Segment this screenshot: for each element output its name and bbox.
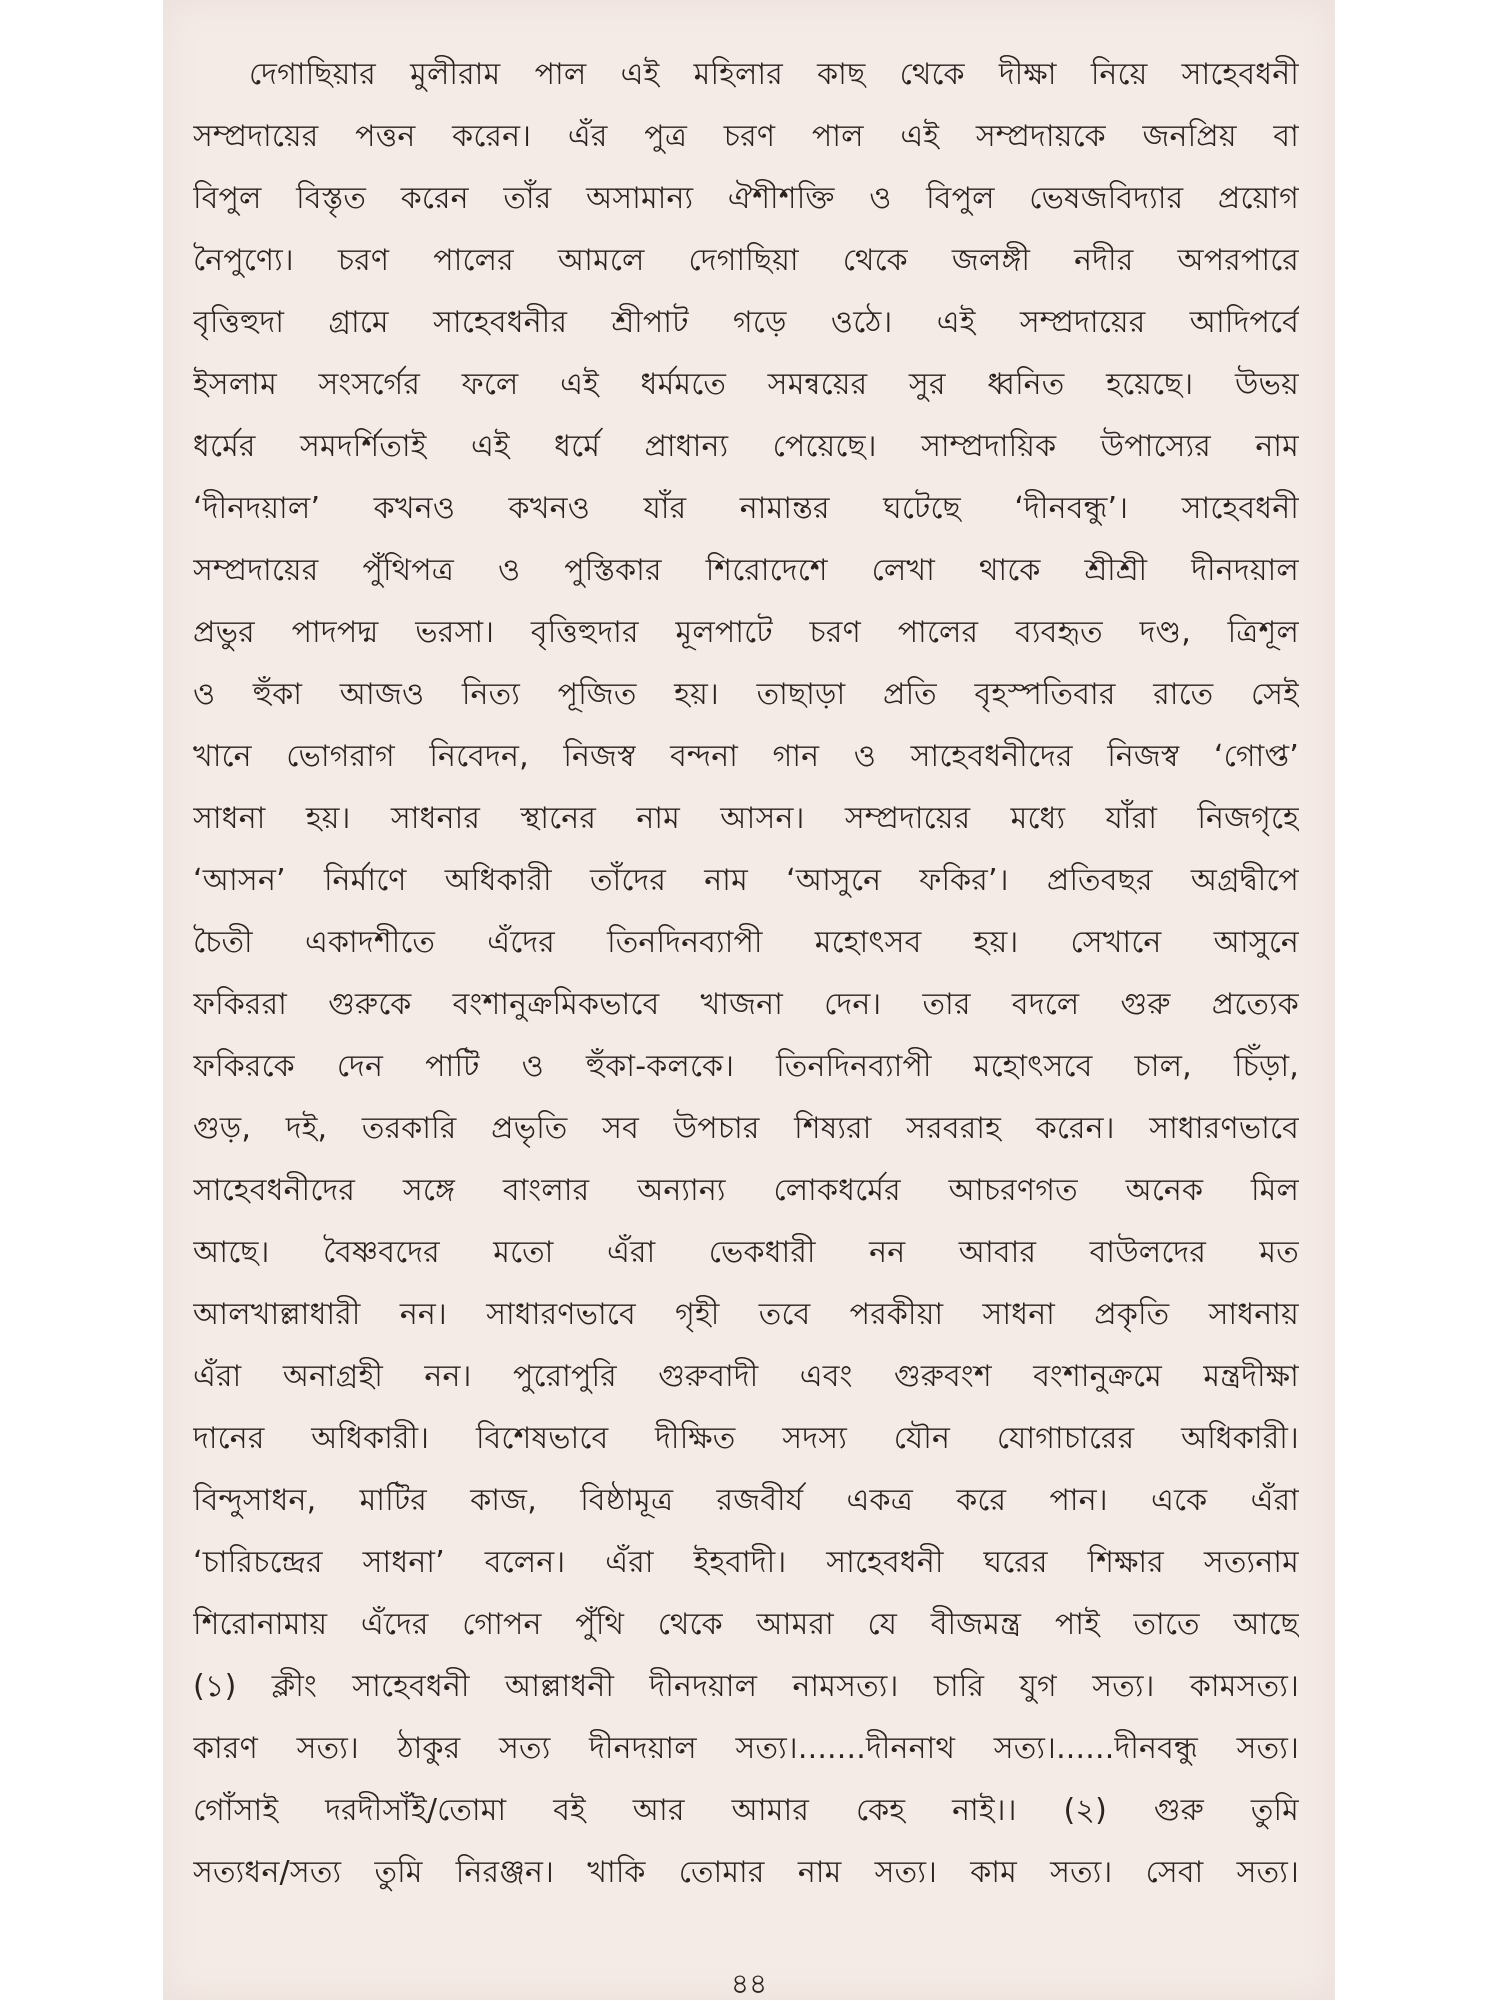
text-line: সম্প্রদায়ের পুঁথিপত্র ও পুস্তিকার শিরোদেশে লেখা থাকে শ্রীশ্রী দীনদয়াল <box>193 553 1299 588</box>
text-line: শিরোনামায় এঁদের গোপন পুঁথি থেকে আমরা যে বীজমন্ত্র পাই তাতে আছে <box>193 1607 1299 1642</box>
text-line: কারণ সত্য। ঠাকুর সত্য দীনদয়াল সত্য।.......দীননাথ সত্য।......দীনবন্ধু সত্য। <box>193 1731 1299 1766</box>
text-line: আলখাল্লাধারী নন। সাধারণভাবে গৃহী তবে পরকীয়া সাধনা প্রকৃতি সাধনায় <box>193 1297 1299 1332</box>
text-line: ফকিররা গুরুকে বংশানুক্রমিকভাবে খাজনা দেন। তার বদলে গুরু প্রত্যেক <box>193 987 1299 1022</box>
text-line: আছে। বৈষ্ণবদের মতো এঁরা ভেকধারী নন আবার বাউলদের মত <box>193 1235 1299 1270</box>
paragraph <box>193 44 1299 1904</box>
text-line: ইসলাম সংসর্গের ফলে এই ধর্মমতে সমন্বয়ের সুর ধ্বনিত হয়েছে। উভয় <box>193 367 1299 402</box>
text-line: দেগাছিয়ার মুলীরাম পাল এই মহিলার কাছ থেকে দীক্ষা নিয়ে সাহেবধনী <box>249 57 1299 92</box>
text-line: সাহেবধনীদের সঙ্গে বাংলার অন্যান্য লোকধর্মের আচরণগত অনেক মিল <box>193 1173 1299 1208</box>
text-line: চৈতী একাদশীতে এঁদের তিনদিনব্যাপী মহোৎসব হয়। সেখানে আসুনে <box>193 925 1299 960</box>
text-line: গোঁসাই দরদীসাঁই/তোমা বই আর আমার কেহ নাই।। (২) গুরু তুমি <box>193 1793 1299 1828</box>
text-line: ফকিরকে দেন পাটি ও হুঁকা-কলকে। তিনদিনব্যাপী মহোৎসবে চাল, চিঁড়া, <box>193 1049 1299 1084</box>
text-line: বৃত্তিহুদা গ্রামে সাহেবধনীর শ্রীপাট গড়ে ওঠে। এই সম্প্রদায়ের আদিপর্বে <box>193 305 1299 340</box>
text-line: প্রভুর পাদপদ্ম ভরসা। বৃত্তিহুদার মূলপাটে চরণ পালের ব্যবহৃত দণ্ড, ত্রিশূল <box>193 615 1299 650</box>
text-line: সত্যধন/সত্য তুমি নিরঞ্জন। খাকি তোমার নাম সত্য। কাম সত্য। সেবা সত্য। <box>193 1855 1299 1890</box>
text-line: (১) ক্লীং সাহেবধনী আল্লাধনী দীনদয়াল নামসত্য। চারি যুগ সত্য। কামসত্য। <box>193 1669 1299 1704</box>
text-line: এঁরা অনাগ্রহী নন। পুরোপুরি গুরুবাদী এবং গুরুবংশ বংশানুক্রমে মন্ত্রদীক্ষা <box>193 1359 1299 1394</box>
text-line: খানে ভোগরাগ নিবেদন, নিজস্ব বন্দনা গান ও সাহেবধনীদের নিজস্ব ‘গোপ্ত’ <box>193 739 1299 774</box>
text-line: ‘আসন’ নির্মাণে অধিকারী তাঁদের নাম ‘আসুনে ফকির’। প্রতিবছর অগ্রদ্বীপে <box>193 863 1299 898</box>
text-line: ও হুঁকা আজও নিত্য পূজিত হয়। তাছাড়া প্রতি বৃহস্পতিবার রাতে সেই <box>193 677 1299 712</box>
text-line: বিপুল বিস্তৃত করেন তাঁর অসামান্য ঐশীশক্তি ও বিপুল ভেষজবিদ্যার প্রয়োগ <box>193 181 1299 216</box>
text-line: গুড়, দই, তরকারি প্রভৃতি সব উপচার শিষ্যরা সরবরাহ করেন। সাধারণভাবে <box>193 1111 1299 1146</box>
text-line: সাধনা হয়। সাধনার স্থানের নাম আসন। সম্প্রদায়ের মধ্যে যাঁরা নিজগৃহে <box>193 801 1299 836</box>
page-number: ৪৪ <box>730 1967 768 2000</box>
book-page <box>163 0 1335 2000</box>
text-line: দানের অধিকারী। বিশেষভাবে দীক্ষিত সদস্য যৌন যোগাচারের অধিকারী। <box>193 1421 1299 1456</box>
text-line: নৈপুণ্যে। চরণ পালের আমলে দেগাছিয়া থেকে জলঙ্গী নদীর অপরপারে <box>193 243 1299 278</box>
text-line: ‘দীনদয়াল’ কখনও কখনও যাঁর নামান্তর ঘটেছে ‘দীনবন্ধু’। সাহেবধনী <box>193 491 1299 526</box>
text-line: ‘চারিচন্দ্রের সাধনা’ বলেন। এঁরা ইহবাদী। সাহেবধনী ঘরের শিক্ষার সত্যনাম <box>193 1545 1299 1580</box>
text-line: সম্প্রদায়ের পত্তন করেন। এঁর পুত্র চরণ পাল এই সম্প্রদায়কে জনপ্রিয় বা <box>193 119 1299 154</box>
text-line: ধর্মের সমদর্শিতাই এই ধর্মে প্রাধান্য পেয়েছে। সাম্প্রদায়িক উপাস্যের নাম <box>193 429 1299 464</box>
text-line: বিন্দুসাধন, মাটির কাজ, বিষ্ঠামূত্র রজবীর্য একত্র করে পান। একে এঁরা <box>193 1483 1299 1518</box>
